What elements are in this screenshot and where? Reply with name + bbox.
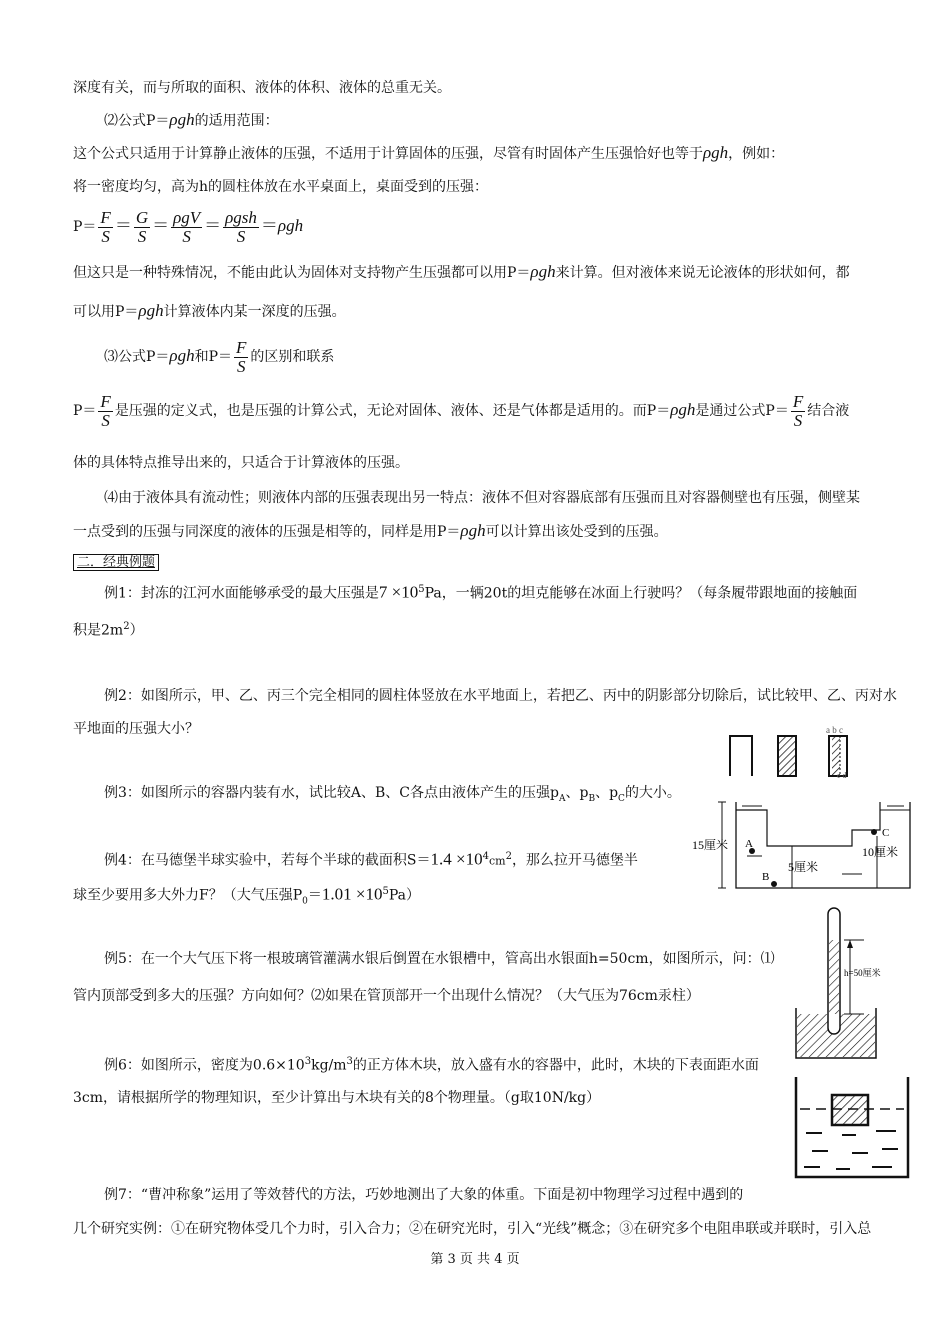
fraction-f-over-s [791, 393, 805, 430]
fraction-f-over-s [234, 339, 248, 376]
fraction-rhogv-over-s [171, 209, 202, 246]
formula-rho-g-h: ρgh [703, 143, 729, 162]
fraction-f-over-s [98, 209, 112, 246]
text-segment: 来计算。但对液体来说无论液体的形状如何，都 [555, 265, 850, 281]
example-6-line-2: 3cm，请根据所学的物理知识，至少计算出与木块有关的8个物理量。（g取10N/kg） [73, 1090, 601, 1106]
text-line-1: 深度有关，而与所取的面积、液体的体积、液体的总重无关。 [73, 80, 451, 96]
figure-wood-block [792, 1073, 914, 1181]
denominator: S [182, 226, 191, 246]
text-segment: 的区别和联系 [250, 349, 335, 365]
text-segment: 但这只是一种特殊情况，不能由此认为固体对支持物产生压强都可以用P＝ [73, 265, 531, 281]
text-segment: 这个公式只适用于计算静止液体的压强，不适用于计算固体的压强，尽管有时固体产生压强恰好也等于 [73, 146, 703, 162]
fraction-rhogsh-over-s [223, 209, 259, 246]
formula-rho-g-h: ρgh [530, 262, 556, 281]
text-segment: ，那么拉开马德堡半 [511, 852, 638, 869]
text-segment: kg/m [311, 1057, 347, 1074]
fraction-f-over-s [98, 393, 112, 430]
text-line-8 [104, 336, 334, 377]
text-segment: P＝ [73, 403, 97, 419]
formula-rho-g-h: ρgh [169, 346, 195, 365]
example-7-line-1: 例7：“曹冲称象”运用了等效替代的方法，巧妙地测出了大象的体重。下面是初中物理学习过程中遇到的 [104, 1187, 744, 1203]
label-point-a: A [745, 838, 753, 850]
text-segment: 例3：如图所示的容器内装有水，试比较A、B、C各点由液体产生的压强p [104, 785, 559, 801]
text-segment: 、p [595, 785, 619, 801]
text-line-11: ⑷由于液体具有流动性；则液体内部的压强表现出另一特点：液体不但对容器底部有压强而且对容器侧壁也有压强，侧壁某 [104, 490, 860, 506]
example-4-line-1 [104, 847, 638, 872]
figure-label-ed: e d [837, 771, 847, 780]
text-segment: 可以用P＝ [73, 304, 139, 320]
label-h50: h=50厘米 [844, 968, 881, 978]
example-2-line-2: 平地面的压强大小？ [73, 721, 199, 737]
section-title [73, 553, 159, 573]
numerator: ρgsh [225, 207, 257, 227]
figure-label-abc: a b c [826, 725, 843, 735]
text-line-9 [73, 390, 849, 431]
example-6-line-1 [104, 1052, 759, 1076]
text-line-7 [73, 301, 346, 322]
numerator: F [100, 391, 111, 411]
numerator: F [236, 337, 247, 357]
figure-cylinders [720, 724, 860, 780]
example-1-line-2 [73, 617, 144, 641]
number-1p01e5: 1.01 ×10 [321, 884, 383, 904]
text-segment: 一点受到的压强与同深度的液体的压强是相等的，同样是用P＝ [73, 524, 461, 540]
numerator: G [135, 207, 149, 227]
cylinder-yi [778, 736, 796, 776]
subscript: B [588, 793, 596, 804]
text-line-4: 将一密度均匀，高为h的圆柱体放在水平桌面上，桌面受到的压强： [73, 179, 489, 195]
label-5cm: 5厘米 [788, 860, 819, 874]
number-1p4e4: 1.4 ×10 [430, 849, 483, 869]
example-4-line-2 [73, 882, 420, 911]
denominator: S [236, 226, 246, 246]
text-segment: 的正方体木块，放入盛有水的容器中，此时，木块的下表面距水面 [352, 1057, 759, 1074]
formula-rho-g-h: ρgh [169, 110, 195, 129]
text-segment: 的大小。 [624, 785, 681, 801]
label-10cm: 10厘米 [862, 845, 899, 859]
equals-sign: ＝ [114, 216, 132, 235]
point-b [771, 881, 777, 887]
text-line-10: 体的具体特点推导出来的，只适合于计算液体的压强。 [73, 455, 409, 471]
unit: cm [488, 854, 506, 868]
example-1-line-1 [104, 580, 857, 604]
exponent: 5 [418, 584, 425, 595]
exponent: 3 [304, 1056, 312, 1067]
text-segment: Pa，一辆20t的坦克能够在冰面上行驶吗？（每条履带跟地面的接触面 [424, 585, 858, 602]
equals-sign: ＝ [204, 216, 222, 235]
figure-container-abc [692, 796, 922, 896]
denominator: S [101, 410, 110, 430]
example-3-line-1 [104, 783, 681, 809]
exponent: 5 [382, 886, 389, 897]
numerator: F [792, 391, 804, 411]
figure-mercury-tube [792, 904, 902, 1064]
text-segment: 球至少要用多大外力F？（大气压强P [73, 887, 303, 904]
equals-sign: ＝ [260, 216, 278, 235]
subscript: A [558, 793, 566, 804]
text-segment: 计算液体内某一深度的压强。 [163, 304, 346, 320]
exponent: 4 [482, 851, 489, 862]
subscript: C [618, 793, 625, 804]
subscript: 0 [302, 896, 308, 907]
fraction-g-over-s [134, 209, 150, 246]
label-15cm: 15厘米 [692, 838, 729, 852]
text-segment: ，例如： [728, 146, 785, 162]
text-line-3 [73, 143, 784, 164]
equals-sign: ＝ [152, 216, 170, 235]
derivation-formula [73, 206, 303, 247]
text-segment: ⑶公式P＝ [104, 349, 170, 365]
text-segment: 结合液 [807, 403, 850, 419]
example-2-line-1: 例2：如图所示，甲、乙、丙三个完全相同的圆柱体竖放在水平地面上，若把乙、丙中的阴影部分切除后，试比较甲、乙、丙对水 [104, 688, 897, 704]
text-segment: ＝ [307, 887, 322, 904]
formula-rho-g-h: ρgh [670, 400, 696, 419]
text-segment: 可以计算出该处受到的压强。 [485, 524, 668, 540]
denominator: S [101, 226, 110, 246]
label-point-c: C [882, 827, 890, 839]
text-segment: ） [129, 622, 144, 639]
formula-rho-g-h: ρgh [460, 521, 486, 540]
numerator: ρgV [173, 207, 201, 227]
cylinder-bing [829, 736, 847, 776]
text-segment: 和P＝ [194, 349, 233, 365]
wood-block [832, 1095, 868, 1125]
text-segment: 例1：封冻的江河水面能够承受的最大压强是 [104, 585, 379, 602]
example-5-line-1: 例5：在一个大气压下将一根玻璃管灌满水银后倒置在水银槽中，管高出水银面h=50cm，如图所示，问：⑴ [104, 951, 775, 967]
text-segment: Pa） [388, 887, 420, 904]
text-scope: 的适用范围： [194, 113, 279, 129]
page-footer: 第 3 页 共 4 页 [430, 1252, 520, 1267]
text-line-6 [73, 262, 850, 283]
formula-rho-g-h: ρgh [277, 216, 304, 235]
text-formula-intro: ⑵公式P＝ [104, 113, 170, 129]
formula-rho-g-h: ρgh [138, 301, 164, 320]
denominator: S [137, 226, 147, 246]
section-title-text: 二．经典例题 [73, 554, 159, 571]
denominator: S [236, 356, 246, 376]
point-c [871, 829, 877, 835]
numerator: F [100, 207, 111, 227]
label-point-b: B [762, 871, 770, 883]
formula-p-eq: P＝ [73, 219, 97, 235]
text-segment: 、p [565, 785, 589, 801]
text-line-12 [73, 521, 668, 542]
text-segment: 是压强的定义式，也是压强的计算公式，无论对固体、液体、还是气体都是适用的。而P＝ [114, 403, 671, 419]
exponent: 3 [346, 1056, 353, 1067]
example-5-line-2: 管内顶部受到多大的压强？方向如何？⑵如果在管顶部开一个出现什么情况？（大气压为76cm汞柱） [73, 988, 700, 1004]
example-7-line-2: 几个研究实例：①在研究物体受几个力时，引入合力；②在研究光时，引入“光线”概念；③在研究多个电阻串联或并联时，引入总 [73, 1221, 872, 1237]
text-segment: 例6：如图所示，密度为0.6×10 [104, 1057, 305, 1074]
denominator: S [793, 410, 803, 430]
text-line-2 [104, 110, 279, 131]
number-7e5: 7 ×10 [378, 582, 419, 602]
exponent: 2 [123, 621, 130, 632]
exponent: 2 [505, 851, 512, 862]
text-segment: 例4：在马德堡半球实验中，若每个半球的截面积S＝ [104, 852, 431, 869]
text-segment: 积是2m [73, 622, 124, 639]
text-segment: 是通过公式P＝ [695, 403, 789, 419]
cylinder-jia [730, 736, 752, 776]
